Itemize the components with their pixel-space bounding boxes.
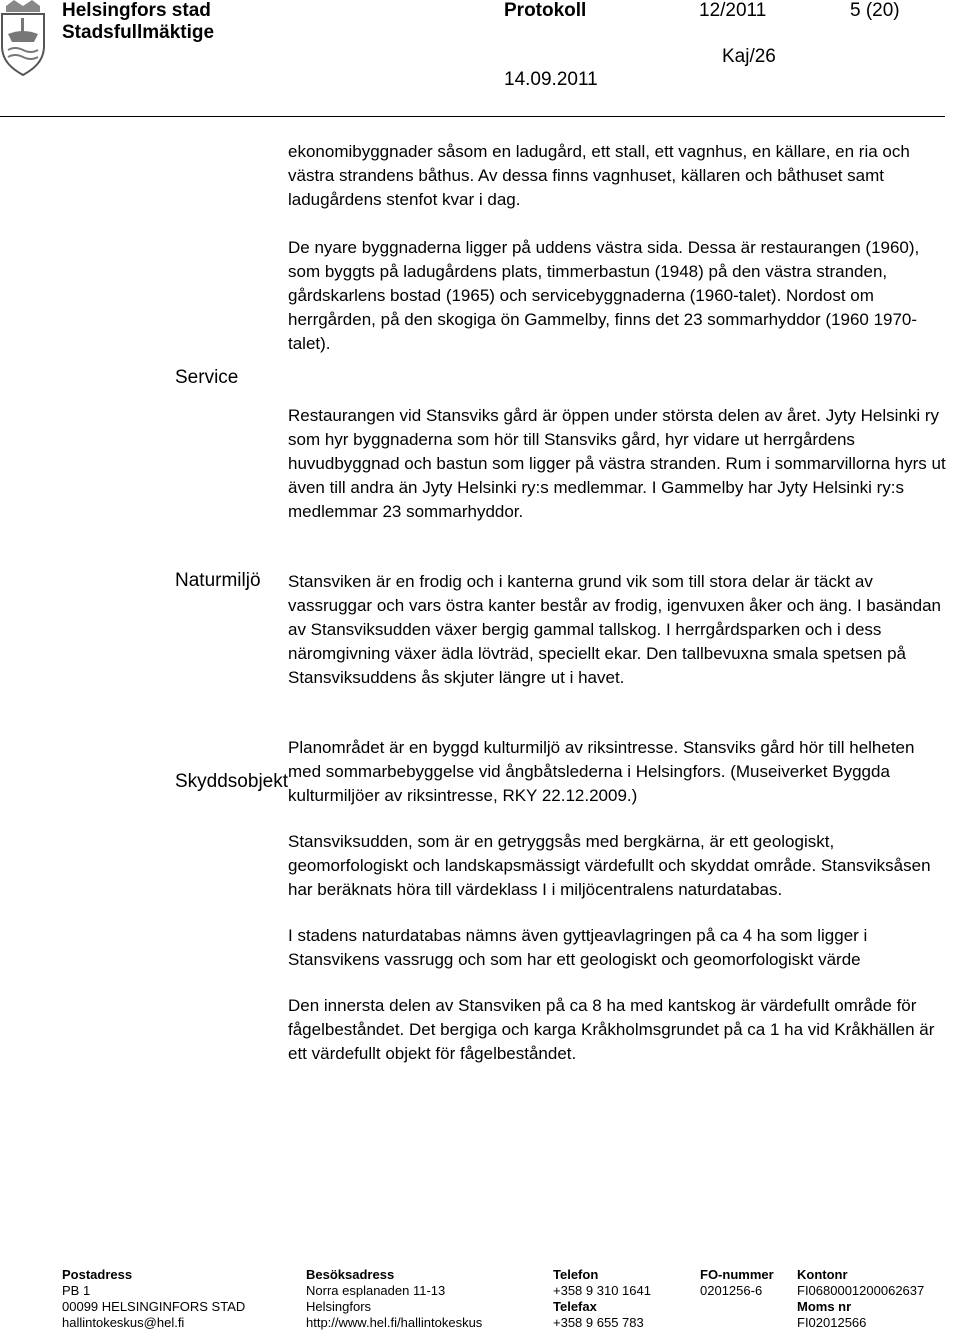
footer-kontonr bbox=[797, 1267, 924, 1331]
body-text bbox=[288, 140, 950, 1066]
footer-besoksadress bbox=[306, 1267, 482, 1331]
footer-value: FI02012566 bbox=[797, 1315, 867, 1330]
paragraph: Den innersta delen av Stansviken på ca 8 ha med kantskog är värdefullt område för fågelbeståndet. Det bergiga och karga Kråkholmsgrundet på ca 1 ha vid Kråkhällen är ett värdefullt objekt för fågelbeståndet. bbox=[288, 996, 935, 1063]
paragraph: ekonomibyggnader såsom en ladugård, ett stall, ett vagnhus, en källare, en ria och västra strandens båthus. Av dessa finns vagnhuset, källaren och båthuset samt ladugårdens stenfot kvar i dag. bbox=[288, 142, 910, 209]
footer-website-link[interactable]: http://www.hel.fi/hallintokeskus bbox=[306, 1315, 483, 1330]
footer-label: FO-nummer bbox=[700, 1267, 774, 1282]
footer-label: Postadress bbox=[62, 1267, 133, 1282]
header-rule bbox=[0, 116, 945, 117]
council-name: Stadsfullmäktige bbox=[62, 22, 215, 43]
footer-value: 0201256-6 bbox=[700, 1283, 763, 1298]
side-label-skyddsobjekt: Skyddsobjekt bbox=[175, 771, 289, 792]
footer-label: Telefon bbox=[553, 1267, 599, 1282]
paragraph: Planområdet är en byggd kulturmiljö av riksintresse. Stansviks gård hör till helheten med sommarbebyggelse vid ångbåtslederna i Helsingfors. (Museiverket Byggda kulturmiljöer av riksintresse, RKY 22.12.2009.) bbox=[288, 738, 915, 805]
footer-label: Moms nr bbox=[797, 1299, 852, 1314]
footer-value: Norra esplanaden 11-13 bbox=[306, 1283, 446, 1298]
item-number: Kaj/26 bbox=[722, 46, 776, 67]
footer-value: +358 9 310 1641 bbox=[553, 1283, 651, 1298]
side-label-service: Service bbox=[175, 367, 239, 388]
footer-value: +358 9 655 783 bbox=[553, 1315, 644, 1330]
footer-label: Kontonr bbox=[797, 1267, 848, 1282]
meeting-date: 14.09.2011 bbox=[504, 69, 598, 90]
paragraph: Restaurangen vid Stansviks gård är öppen under största delen av året. Jyty Helsinki ry som hyr byggnaderna som hör till Stansviks gård, hyr vidare ut herrgårdens huvudbyggnad och bastun som ligger på västra stranden. Rum i sommarvillorna hyrs ut även till andra än Jyty Helsinki ry:s medlemmar. I Gammelby har Jyty Helsinki ry:s medlemmar 23 sommarhyddor. bbox=[288, 406, 946, 521]
helsingfors-coat-of-arms-logo bbox=[0, 0, 46, 76]
paragraph: I stadens naturdatabas nämns även gyttjeavlagringen på ca 4 ha som ligger i Stansvikens vassrugg och som har ett geologiskt och geomorfologiskt värde bbox=[288, 926, 868, 969]
footer-value: FI0680001200062637 bbox=[797, 1283, 925, 1298]
org-name: Helsingfors stad bbox=[62, 0, 211, 21]
doc-type: Protokoll bbox=[504, 0, 587, 21]
footer-value: 00099 HELSINGINFORS STAD bbox=[62, 1299, 246, 1314]
footer-value: Helsingfors bbox=[306, 1299, 372, 1314]
paragraph: Stansviken är en frodig och i kanterna grund vik som till stora delar är täckt av vassruggar och vars östra kanter består av frodig, igenvuxen åker och äng. I basändan av Stansviksudden växer bergig gammal tallskog. I herrgårdsparken och i dess näromgivning växer ädla lövträd, speciellt ekar. Den tallbevuxna smala spetsen på Stansviksuddens ås skjuter längre ut i havet. bbox=[288, 572, 941, 687]
footer-telefon bbox=[553, 1267, 651, 1331]
side-label-naturmiljo: Naturmiljö bbox=[175, 570, 261, 591]
paragraph: Stansviksudden, som är en getryggsås med bergkärna, är ett geologiskt, geomorfologiskt och landskapsmässigt värdefullt och skyddat område. Stansviksåsen har beräknats höra till värdeklass I i miljöcentralens naturdatabas. bbox=[288, 832, 931, 899]
footer-label: Telefax bbox=[553, 1299, 597, 1314]
paragraph: De nyare byggnaderna ligger på uddens västra sida. Dessa är restaurangen (1960), som byggts på ladugårdens plats, timmerbastun (1948) på den västra stranden, gårdskarlens bostad (1965) och servicebyggnaderna (1960-talet). Nordost om herrgården, på den skogiga ön Gammelby, finns det 23 sommarhyddor (1960 1970-talet). bbox=[288, 238, 920, 353]
page-number: 5 (20) bbox=[850, 0, 900, 21]
footer-label: Besöksadress bbox=[306, 1267, 395, 1282]
footer-value: PB 1 bbox=[62, 1283, 91, 1298]
protocol-number: 12/2011 bbox=[699, 0, 767, 21]
footer-email-link[interactable]: hallintokeskus@hel.fi bbox=[62, 1315, 185, 1330]
footer-postadress bbox=[62, 1267, 245, 1331]
footer-fo-nummer bbox=[700, 1267, 774, 1299]
